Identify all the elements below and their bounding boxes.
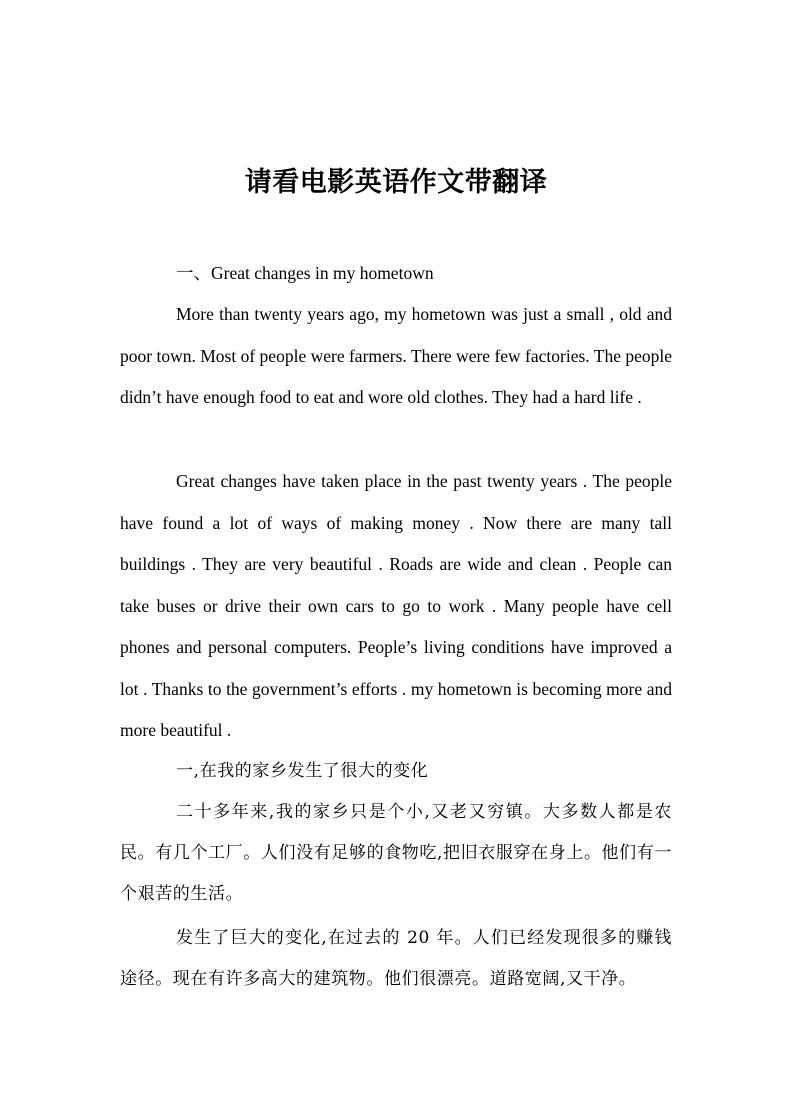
section-heading-chinese: 一,在我的家乡发生了很大的变化: [176, 761, 429, 781]
section-heading-english: 一、Great changes in my hometown: [176, 263, 434, 283]
paragraph-chinese-1: 二十多年来,我的家乡只是个小,又老又穷镇。大多数人都是农民。有几个工厂。人们没有足够的食物吃,把旧衣服穿在身上。他们有一个艰苦的生活。: [120, 802, 672, 904]
paragraph-chinese-2: 发生了巨大的变化,在过去的 20 年。人们已经发现很多的赚钱途径。现在有许多高大的建筑物。他们很漂亮。道路宽阔,又干净。: [120, 928, 672, 989]
document-title: 请看电影英语作文带翻译: [244, 167, 548, 199]
paragraph-english-2: Great changes have taken place in the past twenty years . The people have found a lot of ways of making money . Now there are many tall buildings . They are very beautiful . Roads are wide and clean . People can take buses or drive their own cars to go to work . Many people have cell phones and personal computers. People’s living conditions have improved a lot . Thanks to the government’s efforts . my hometown is becoming more and more beautiful .: [120, 471, 672, 740]
paragraph-english-1: More than twenty years ago, my hometown was just a small , old and poor town. Most of people were farmers. There were few factories. The people didn’t have enough food to eat and wore old clothes. They had a hard life .: [120, 304, 672, 407]
